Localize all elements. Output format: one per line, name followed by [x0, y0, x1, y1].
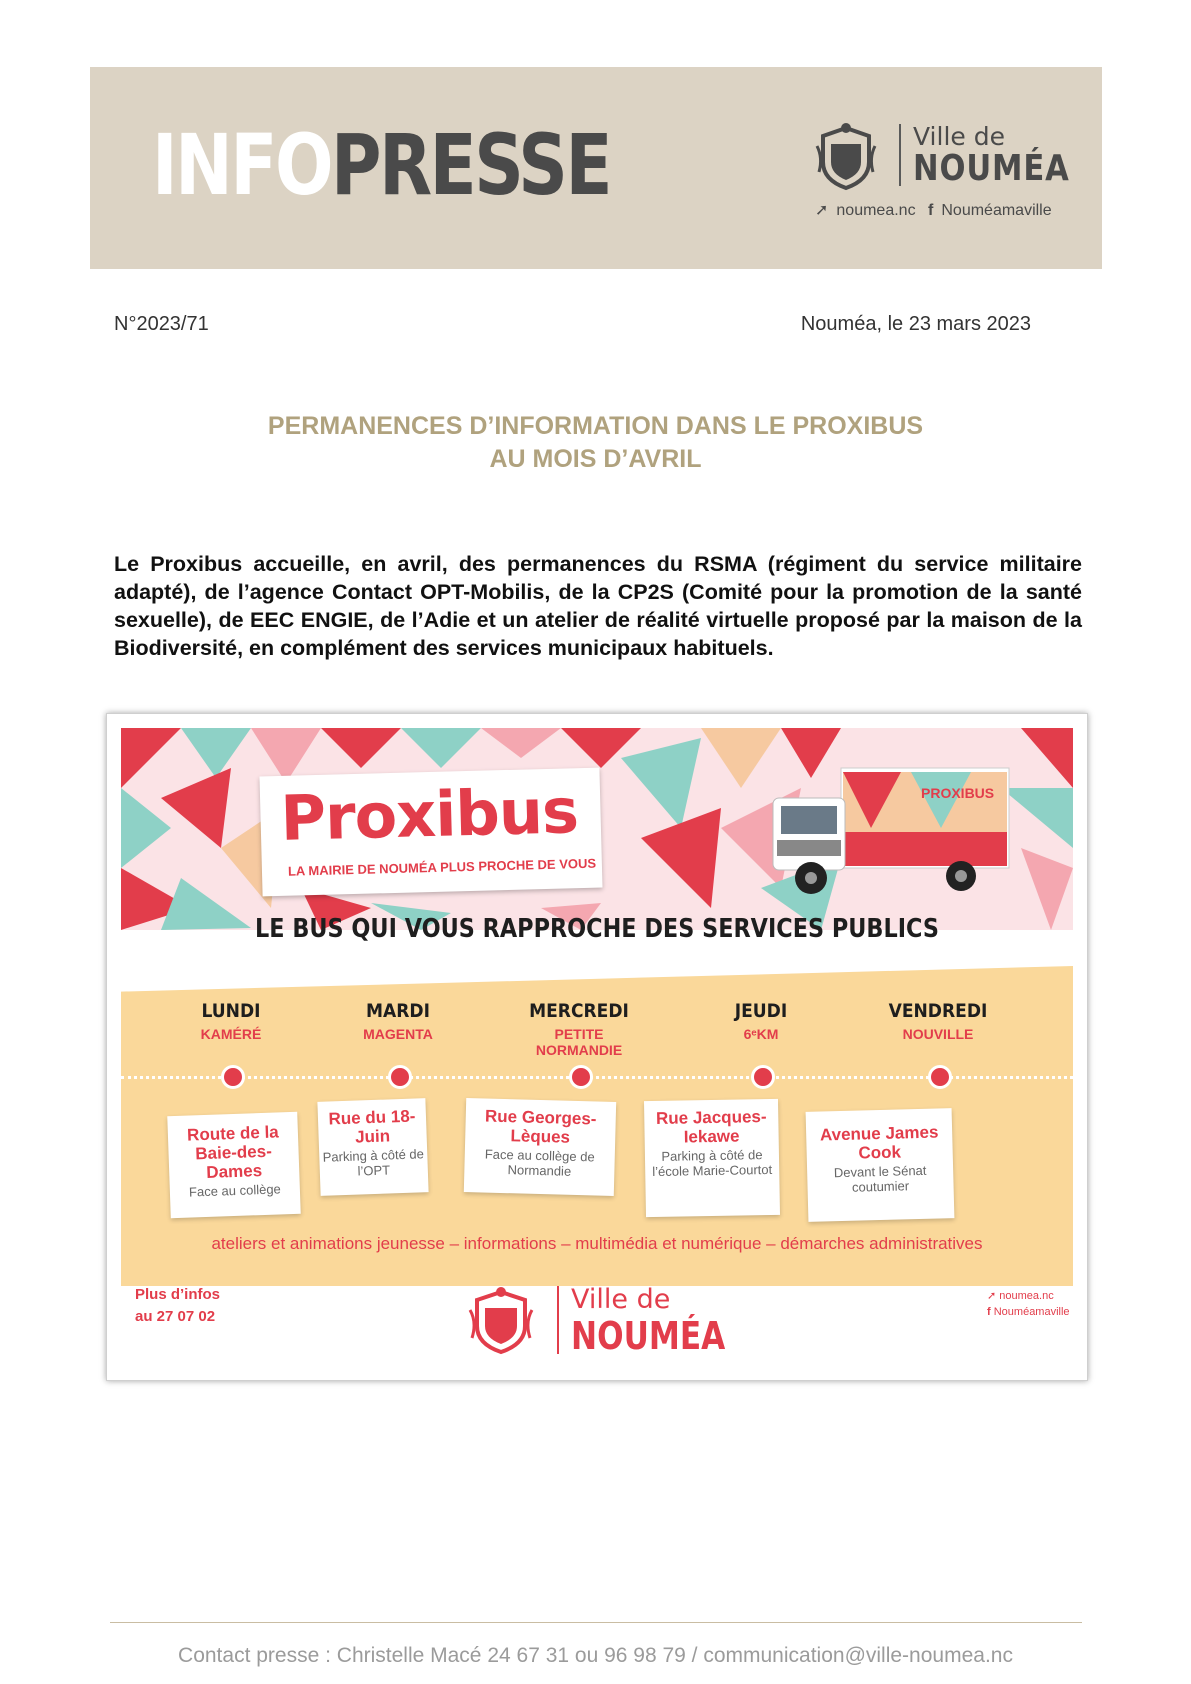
day-name: VENDREDI — [888, 1000, 988, 1022]
facebook-icon: f — [987, 1306, 994, 1318]
brand-presse-text: PRESSE — [331, 116, 611, 214]
location-street: Rue du 18-Juin — [328, 1106, 416, 1147]
title-line-1: PERMANENCES D’INFORMATION DANS LE PROXIBUS — [267, 412, 924, 440]
logo-noumea: NOUMÉA — [913, 148, 1070, 189]
services-list: ateliers et animations jeunesse – informations – multimédia et numérique – démarches administratives — [211, 1234, 983, 1253]
header-web-link[interactable]: noumea.nc — [836, 202, 916, 219]
poster-geometric-banner — [121, 728, 1073, 930]
header-facebook-link[interactable]: Nouméamaville — [941, 202, 1052, 219]
timeline-dot — [388, 1065, 412, 1089]
plus-info — [135, 1284, 220, 1328]
location-street: Rue Jacques-Iekawe — [655, 1107, 767, 1147]
location-card-monday — [167, 1112, 300, 1218]
poster-facebook-link[interactable]: Nouméamaville — [993, 1306, 1070, 1318]
web-arrow-icon: ➚ — [987, 1290, 1000, 1302]
info-presse-wordmark — [152, 116, 611, 214]
day-name: JEUDI — [734, 1000, 788, 1022]
poster-headline: LE BUS QUI VOUS RAPPROCHE DES SERVICES PUBLICS — [255, 914, 939, 944]
press-release-date: Nouméa, le 23 mars 2023 — [800, 313, 1031, 335]
plus-info-phone: au 27 07 02 — [135, 1308, 216, 1325]
location-card-thursday — [644, 1099, 780, 1217]
day-place: MAGENTA — [363, 1026, 433, 1042]
timeline-dot — [928, 1065, 952, 1089]
location-card-wednesday — [464, 1098, 616, 1196]
location-detail: Face au collège de Normandie — [484, 1146, 595, 1179]
press-contact-footer: Contact presse : Christelle Macé 24 67 31 ou 96 98 79 / communication@ville-noumea.nc — [178, 1644, 1013, 1667]
poster-socials — [987, 1288, 1070, 1320]
proxibus-title-card — [259, 768, 602, 897]
location-detail: Parking à côté de l’école Marie-Courtot — [652, 1147, 773, 1180]
day-friday — [848, 1000, 1028, 1042]
day-name: MARDI — [366, 1000, 430, 1022]
location-card-friday — [806, 1108, 955, 1222]
web-arrow-icon: ➚ — [815, 202, 829, 219]
noumea-crest-icon — [815, 122, 877, 192]
location-detail: Face au collège — [188, 1181, 282, 1200]
location-card-tuesday — [317, 1098, 428, 1196]
press-release-number: N°2023/71 — [114, 313, 209, 335]
press-release-title — [0, 410, 1191, 476]
location-detail: Devant le Sénat coutumier — [833, 1162, 927, 1195]
plus-info-line-1: Plus d’infos — [135, 1286, 221, 1303]
day-place: 6ᵉKM — [743, 1026, 779, 1042]
truck-label: PROXIBUS — [921, 785, 995, 801]
press-header-band — [90, 67, 1102, 269]
poster-web-link[interactable]: noumea.nc — [999, 1290, 1054, 1302]
footer-divider — [110, 1622, 1082, 1623]
timeline-dot — [221, 1065, 245, 1089]
logo-ville-de: Ville de — [913, 122, 1005, 151]
brand-info-text: INFO — [152, 116, 332, 214]
lead-paragraph: Le Proxibus accueille, en avril, des permanences du RSMA (régiment du service militaire adapté), de l’agence Contact OPT-Mobilis, de la CP2S (Comité pour la promotion de la santé sexuelle), de EEC ENGIE, de l’Adie et un atelier de réalité virtuelle proposé par la maison de la Biodiversité, en complément des services municipaux habituels. — [114, 552, 1082, 660]
day-place: KAMÉRÉ — [200, 1026, 262, 1042]
day-monday — [141, 1000, 321, 1042]
proxibus-wordmark: Proxibus — [279, 774, 579, 855]
poster-logo-noumea: NOUMÉA — [571, 1314, 726, 1358]
poster-logo-ville-de: Ville de — [571, 1284, 671, 1315]
timeline-dot — [569, 1065, 593, 1089]
poster-ville-de-noumea-logo — [467, 1284, 727, 1364]
day-place: NOUVILLE — [902, 1026, 974, 1042]
ville-de-noumea-logo — [815, 122, 1075, 222]
day-name: LUNDI — [201, 1000, 261, 1022]
proxibus-tagline: LA MAIRIE DE NOUMÉA PLUS PROCHE DE VOUS — [287, 855, 597, 879]
logo-divider — [899, 124, 901, 186]
facebook-icon: f — [928, 202, 934, 219]
location-street: Avenue James Cook — [819, 1122, 939, 1163]
day-place-line-2: NORMANDIE — [535, 1042, 623, 1058]
day-wednesday — [489, 1000, 669, 1058]
day-tuesday — [308, 1000, 488, 1042]
day-name: MERCREDI — [529, 1000, 629, 1022]
header-socials — [815, 200, 1060, 220]
location-street: Route de la Baie-des-Dames — [186, 1122, 280, 1182]
noumea-crest-red-icon — [467, 1284, 535, 1356]
location-street: Rue Georges-Lèques — [484, 1106, 597, 1147]
timeline-dot — [751, 1065, 775, 1089]
location-detail: Parking à côté de l’OPT — [322, 1146, 425, 1179]
poster-logo-divider — [557, 1286, 559, 1354]
proxibus-poster — [106, 713, 1088, 1381]
day-place: PETITE — [554, 1026, 604, 1042]
day-thursday — [671, 1000, 851, 1042]
title-line-2: AU MOIS D’AVRIL — [489, 445, 702, 473]
